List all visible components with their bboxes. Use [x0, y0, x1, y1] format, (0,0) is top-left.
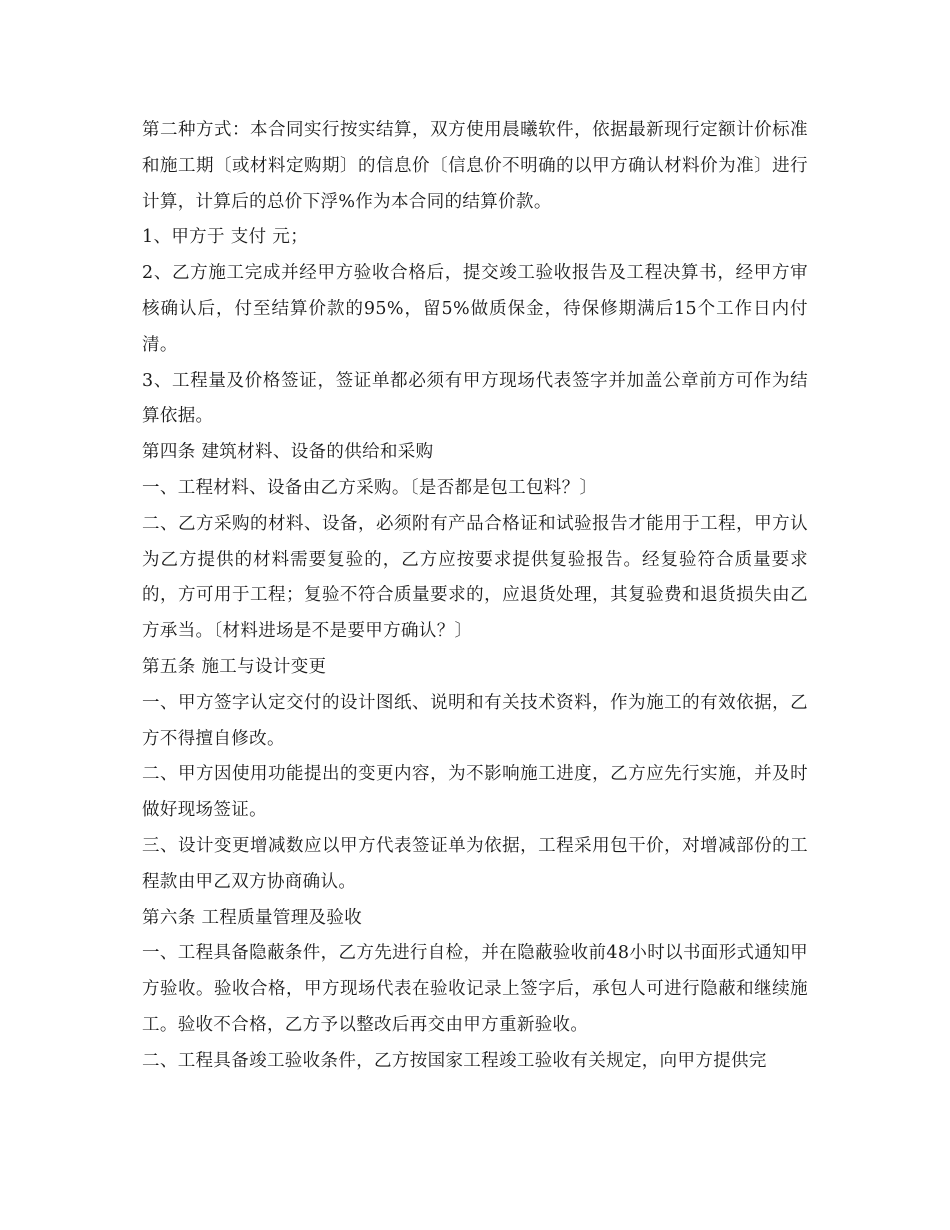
- paragraph-payment-2: 2、乙方施工完成并经甲方验收合格后，提交竣工验收报告及工程决算书，经甲方审核确认后，付至结算价款的95%，留5%做质保金，待保修期满后15个工作日内付清。: [142, 263, 808, 355]
- paragraph-settlement-method-2: 第二种方式：本合同实行按实结算，双方使用晨曦软件，依据最新现行定额计价标准和施工期〔或材料定购期〕的信息价〔信息价不明确的以甲方确认材料价为准〕进行计算，计算后的总价下浮%作为本合同的结算价款。: [142, 120, 808, 212]
- paragraph-payment-3: 3、工程量及价格签证，签证单都必须有甲方现场代表签字并加盖公章前方可作为结算依据。: [142, 370, 808, 427]
- article-6-item-1: 一、工程具备隐蔽条件，乙方先进行自检，并在隐蔽验收前48小时以书面形式通知甲方验收。验收合格，甲方现场代表在验收记录上签字后，承包人可进行隐蔽和继续施工。验收不合格，乙方予以整改后再交由甲方重新验收。: [142, 943, 808, 1035]
- article-4-item-2: 二、乙方采购的材料、设备，必须附有产品合格证和试验报告才能用于工程，甲方认为乙方提供的材料需要复验的，乙方应按要求提供复验报告。经复验符合质量要求的，方可用于工程；复验不符合质量要求的，应退货处理，其复验费和退货损失由乙方承当。〔材料进场是不是要甲方确认？〕: [142, 513, 808, 642]
- article-5-heading: 第五条 施工与设计变更: [142, 656, 327, 677]
- document-body: [142, 113, 808, 1080]
- article-4-item-1: 一、工程材料、设备由乙方采购。〔是否都是包工包料？〕: [142, 477, 598, 498]
- paragraph-payment-1: 1、甲方于 支付 元；: [142, 227, 309, 248]
- article-5-item-3: 三、设计变更增减数应以甲方代表签证单为依据，工程采用包干价，对增减部份的工程款由甲乙双方协商确认。: [142, 835, 808, 892]
- article-4-heading: 第四条 建筑材料、设备的供给和采购: [142, 442, 434, 463]
- article-5-item-1: 一、甲方签字认定交付的设计图纸、说明和有关技术资料，作为施工的有效依据，乙方不得擅自修改。: [142, 692, 808, 749]
- article-6-heading: 第六条 工程质量管理及验收: [142, 907, 363, 928]
- article-5-item-2: 二、甲方因使用功能提出的变更内容，为不影响施工进度，乙方应先行实施，并及时做好现场签证。: [142, 764, 808, 821]
- article-6-item-2: 二、工程具备竣工验收条件，乙方按国家工程竣工验收有关规定，向甲方提供完: [142, 1050, 767, 1071]
